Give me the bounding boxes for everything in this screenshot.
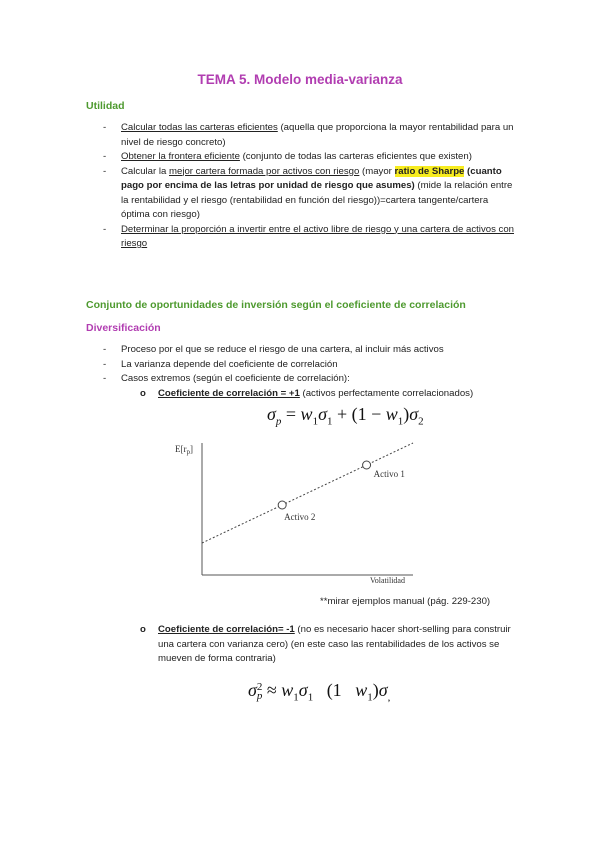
- list-item: - Determinar la proporción a invertir entre el activo libre de riesgo y una cartera de activos con riesgo: [103, 223, 515, 249]
- list-item-text: La varianza depende del coeficiente de correlación: [121, 358, 338, 370]
- caso-2-text: (no es necesario hacer short-selling para construir una cartera con varianza cero) (en este caso las rentabilidades de los activos se mueven de forma contraria): [158, 624, 511, 664]
- formula-sigma-p-negative: σ 2 p ≈ $w_1\sigma_1$ (1 $w_1)\sigma_,$: [248, 680, 391, 704]
- frontier-line: [202, 443, 413, 543]
- list-item-underlined: Calcular todas las carteras eficientes: [121, 122, 278, 133]
- highlight-sharpe: ratio de Sharpe: [394, 165, 465, 177]
- caso-1-label: Coeficiente de correlación = +1: [158, 388, 300, 399]
- caso-2-label: Coeficiente de correlación= -1: [158, 624, 295, 635]
- list-item-text: Proceso por el que se reduce el riesgo de una cartera, al incluir más activos: [121, 344, 444, 355]
- list-item-underlined: Determinar la proporción a invertir entre el activo libre de riesgo y una cartera de activos con riesgo: [121, 223, 515, 249]
- list-item-text: Calcular la: [121, 165, 169, 177]
- utilidad-heading: Utilidad: [86, 100, 125, 112]
- sub-bullet: o: [140, 388, 146, 399]
- list-item-bold: (cuanto pago por encima de las letras por unidad de riesgo que asumes): [121, 165, 502, 191]
- point-activo-1: [363, 461, 371, 469]
- page-title: TEMA 5. Modelo media-varianza: [197, 72, 403, 87]
- caso-2: [120, 623, 520, 667]
- list-item: - La varianza depende del coeficiente de correlación: [103, 358, 338, 370]
- list-item-underlined: mejor cartera formada por activos con riesgo: [169, 165, 360, 177]
- list-item-text: (mide la relación entre la rentabilidad y el riesgo (rentabilidad en función del riesgo))=cartera tangente/cartera óptima con riesgo): [121, 180, 513, 220]
- list-item-underlined: Obtener la frontera eficiente: [121, 151, 240, 162]
- list-item-text: (aquella que proporciona la mayor rentabilidad para un nivel de riesgo concreto): [121, 122, 514, 148]
- list-item: - Obtener la frontera eficiente (conjunto de todas las carteras eficientes que existen): [103, 151, 472, 162]
- utilidad-list: [86, 121, 516, 252]
- list-item-text: Casos extremos (según el coeficiente de correlación):: [121, 373, 350, 384]
- formula-sigma-p-positive: $\sigma_p = w_1\sigma_1 + (1 - w_1)\sigma_2$: [267, 404, 424, 428]
- caso-1-text: (activos perfectamente correlacionados): [299, 388, 474, 399]
- diversificacion-list: [86, 343, 516, 387]
- diversificacion-heading: Diversificación: [86, 322, 161, 334]
- sub-bullet: o: [140, 624, 146, 635]
- conjunto-heading: Conjunto de oportunidades de inversión según el coeficiente de correlación: [86, 299, 466, 311]
- caso-1: [120, 387, 520, 402]
- label-activo-1: Activo 1: [373, 469, 405, 479]
- label-activo-2: Activo 2: [284, 512, 316, 522]
- manual-note: **mirar ejemplos manual (pág. 229-230): [320, 596, 491, 607]
- list-item: - Proceso por el que se reduce el riesgo de una cartera, al incluir más activos: [103, 344, 444, 355]
- list-item-text: (conjunto de todas las carteras eficientes que existen): [239, 151, 472, 162]
- list-item: - Calcular la mejor cartera formada por activos con riesgo (mayor ratio de Sharpe (cuanto pago por encima de las letras por unidad de riesgo que asumes) (mide la relación entre la rentabilidad y el riesgo (rentabilidad en función del riesgo))=cartera tangente/cartera óptima con riesgo): [103, 165, 513, 220]
- list-item: - Casos extremos (según el coeficiente de correlación):: [103, 373, 350, 384]
- list-item-text: (mayor: [359, 165, 395, 177]
- list-item: - Calcular todas las carteras eficientes (aquella que proporciona la mayor rentabilidad para un nivel de riesgo concreto): [103, 122, 514, 148]
- y-axis-label: $E[r_p]$: [175, 444, 193, 456]
- x-axis-label: Volatilidad: [370, 576, 405, 585]
- point-activo-2: [278, 501, 286, 509]
- correlation-chart: [165, 435, 425, 590]
